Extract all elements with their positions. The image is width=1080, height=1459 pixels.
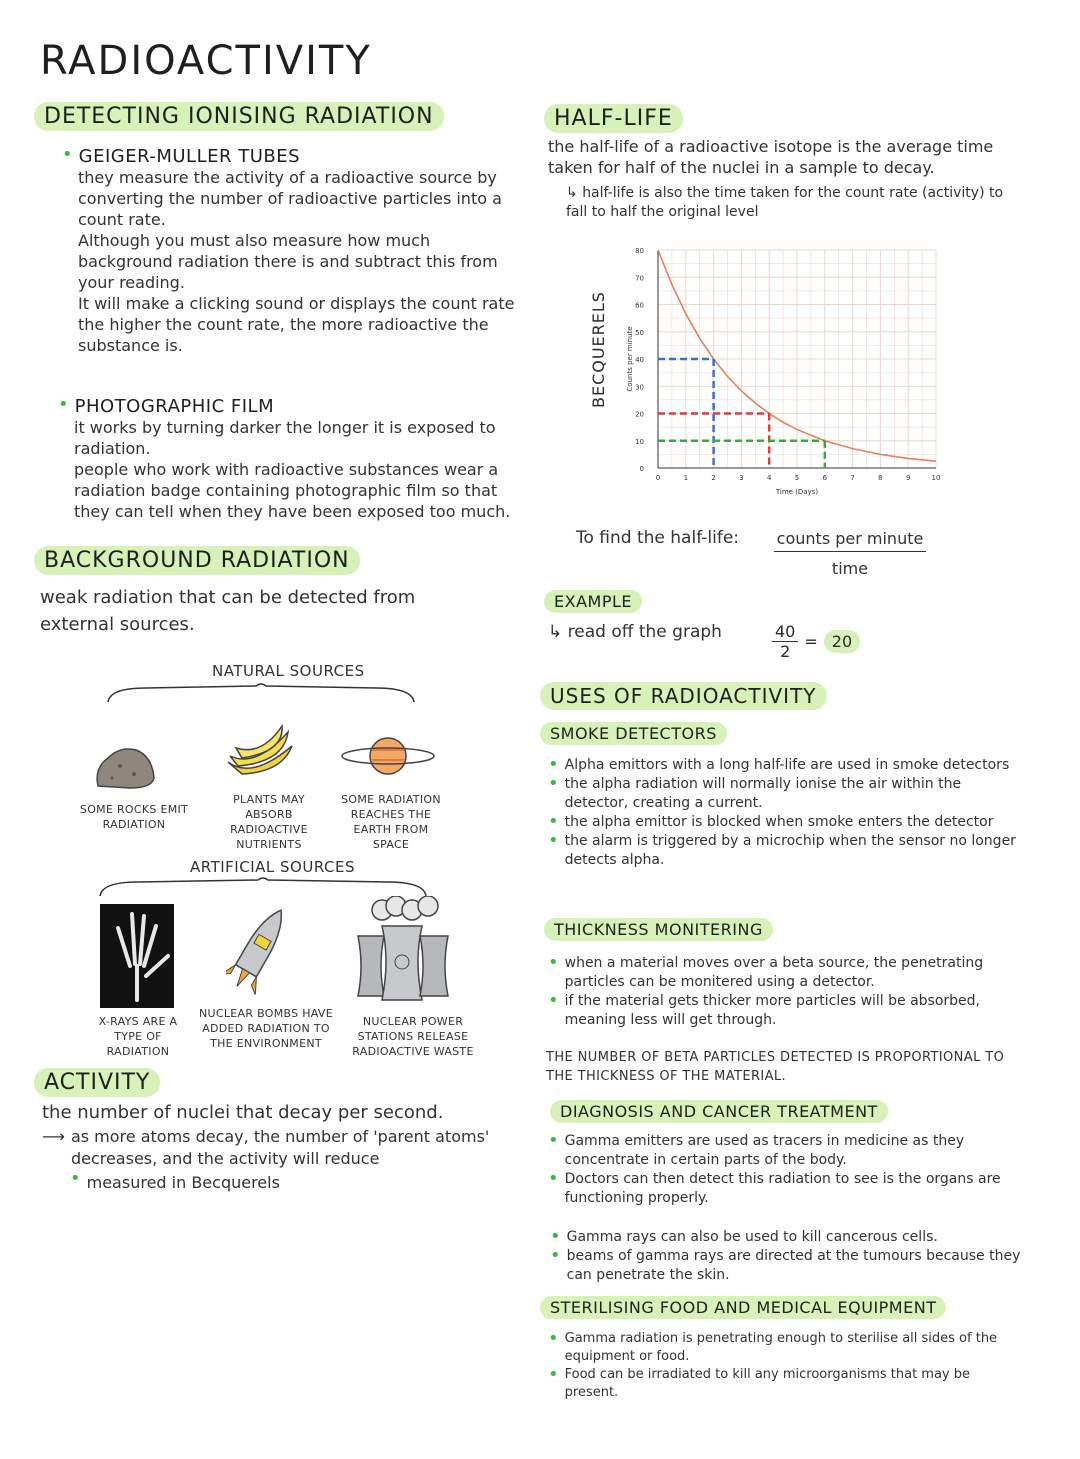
fraction-bottom: time: [831, 559, 869, 578]
natural-caption: SOME RADIATION REACHES THE EARTH FROM SPACE: [341, 793, 441, 851]
film-line: people who work with radioactive substances wear a radiation badge containing photographic film so that they can tell when they have been exposed too much.: [74, 460, 511, 521]
halflife-fraction: [774, 528, 926, 579]
x-tick-label: 0: [655, 474, 661, 482]
x-tick-label: 5: [794, 474, 800, 482]
activity-definition: the number of nuclei that decay per second.: [42, 1102, 444, 1123]
diagnosis-bullet: Doctors can then detect this radiation to see is the organs are functioning properly.: [564, 1171, 1001, 1206]
y-tick-label: 50: [635, 328, 644, 337]
geiger-line: Although you must also measure how much background radiation there is and subtract this from your reading.: [78, 231, 498, 292]
activity-arrow-text: as more atoms decay, the number of 'parent atoms' decreases, and the activity will reduce: [70, 1127, 490, 1168]
natural-caption: PLANTS MAY ABSORB RADIOACTIVE NUTRIENTS: [230, 793, 308, 851]
artificial-sources-label: ARTIFICIAL SOURCES: [190, 858, 355, 876]
example-denominator: 2: [780, 642, 791, 661]
natural-caption: SOME ROCKS EMIT RADIATION: [79, 803, 189, 831]
geiger-line: they measure the activity of a radioactive source by converting the number of radioactive particles into a count rate.: [78, 168, 502, 229]
arrow-icon: ↳: [548, 622, 568, 642]
film-line: it works by turning darker the longer it is exposed to radiation.: [74, 418, 496, 458]
x-tick-label: 7: [850, 474, 855, 482]
geiger-line: It will make a clicking sound or displays the count rate: [78, 294, 515, 313]
planet-icon: [338, 732, 438, 780]
x-tick-label: 9: [905, 474, 911, 482]
y-tick-label: 80: [635, 247, 644, 255]
activity-heading: ACTIVITY: [34, 1068, 160, 1097]
natural-brace: [106, 682, 416, 706]
thickness-list: • when a material moves over a beta source, the penetrating particles can be monitered using a detector. • if the material gets thicker more particles will be absorbed, meaning less will get through.: [548, 954, 1038, 1030]
halflife-definition: the half-life of a radioactive isotope is the average time taken for half of the nuclei in a sample to decay.: [548, 137, 994, 177]
smoke-bullet: Alpha emittors with a long half-life are used in smoke detectors: [564, 757, 1010, 773]
x-tick-label: 10: [931, 474, 941, 482]
sterilising-bullet: Gamma radiation is penetrating enough to sterilise all sides of the equipment or food.: [564, 1331, 998, 1364]
becquerels-label-wrap: [585, 290, 615, 420]
thickness-heading: THICKNESS MONITERING: [544, 918, 773, 941]
x-axis-label: Time (Days): [775, 488, 819, 496]
example-equals: =: [804, 632, 818, 651]
diagnosis-bullet: beams of gamma rays are directed at the tumours because they can penetrate the skin.: [566, 1248, 1021, 1283]
y-tick-label: 40: [635, 356, 644, 364]
sterilising-heading: STERILISING FOOD AND MEDICAL EQUIPMENT: [540, 1296, 946, 1319]
smoke-bullet: the alpha emittor is blocked when smoke enters the detector: [564, 814, 994, 830]
nuclear-bomb-icon: [226, 900, 290, 1000]
smoke-list: • Alpha emittors with a long half-life are used in smoke detectors • the alpha radiation will normally ionise the air within the detector, creating a current. • the alpha emittor is blocked when smoke enters the detector • the alarm is triggered by a microchip when the sensor no longer detects alpha.: [548, 756, 1028, 870]
natural-sources-label: NATURAL SOURCES: [212, 662, 365, 680]
example-equation: [772, 622, 860, 661]
y-tick-label: 20: [635, 410, 644, 419]
bullet-icon: •: [70, 1168, 81, 1189]
y-tick-label: 60: [635, 301, 644, 310]
diagnosis-list-2: • Gamma rays can also be used to kill cancerous cells. • beams of gamma rays are directed at the tumours because they can penetrate the skin.: [550, 1228, 1040, 1285]
example-text: [548, 622, 722, 643]
diagnosis-heading: DIAGNOSIS AND CANCER TREATMENT: [550, 1100, 888, 1123]
example-numerator: 40: [772, 622, 798, 642]
power-station-icon: [352, 896, 456, 1006]
y-tick-label: 0: [639, 465, 644, 473]
detecting-heading: DETECTING IONISING RADIATION: [34, 102, 444, 131]
background-text: weak radiation that can be detected from external sources.: [40, 587, 416, 635]
film-section: [58, 396, 518, 522]
thickness-note: THE NUMBER OF BETA PARTICLES DETECTED IS PROPORTIONAL TO THE THICKNESS OF THE MATERIAL.: [546, 1050, 1005, 1084]
banana-icon: [222, 722, 300, 782]
diagnosis-bullet: Gamma rays can also be used to kill cancerous cells.: [566, 1229, 938, 1245]
smoke-bullet: the alarm is triggered by a microchip when the sensor no longer detects alpha.: [564, 833, 1016, 868]
example-result: 20: [824, 630, 860, 653]
diagnosis-list: • Gamma emitters are used as tracers in medicine as they concentrate in certain parts of the body. • Doctors can then detect this radiation to see is the organs are functioning properly.: [548, 1132, 1038, 1208]
becquerels-label: BECQUERELS: [589, 291, 608, 408]
smoke-heading: SMOKE DETECTORS: [540, 722, 727, 745]
artificial-caption: NUCLEAR BOMBS HAVE ADDED RADIATION TO THE ENVIRONMENT: [198, 1007, 333, 1050]
x-tick-label: 6: [822, 474, 828, 482]
find-halflife-label: To find the half-life:: [576, 528, 740, 548]
bullet-icon: •: [62, 144, 73, 165]
fraction-top: counts per minute: [774, 528, 926, 552]
page-title: RADIOACTIVITY: [40, 38, 372, 84]
y-tick-label: 30: [635, 383, 644, 392]
sterilising-bullet: Food can be irradiated to kill any microorganisms that may be present.: [564, 1367, 971, 1400]
thickness-bullet: if the material gets thicker more particles will be absorbed, meaning less will get through.: [564, 993, 981, 1028]
decay-chart: [620, 240, 950, 504]
y-tick-label: 70: [635, 274, 644, 283]
rock-icon: [90, 738, 160, 792]
y-tick-label: 10: [635, 437, 644, 446]
geiger-section: [62, 146, 522, 356]
artificial-caption: NUCLEAR POWER STATIONS RELEASE RADIOACTIVE WASTE: [352, 1015, 474, 1058]
x-tick-label: 4: [766, 474, 772, 482]
y-axis-label: Counts per minute: [626, 326, 634, 392]
arrow-icon: ↳: [566, 185, 583, 201]
x-tick-label: 3: [739, 474, 744, 482]
halflife-note: [566, 184, 1006, 222]
uses-heading: USES OF RADIOACTIVITY: [540, 682, 827, 710]
sterilising-list: • Gamma radiation is penetrating enough to sterilise all sides of the equipment or food. • Food can be irradiated to kill any microorganisms that may be present.: [548, 1330, 1018, 1402]
background-heading: BACKGROUND RADIATION: [34, 546, 360, 575]
x-tick-label: 2: [711, 474, 716, 482]
halflife-heading: HALF-LIFE: [544, 104, 683, 133]
arrow-icon: ⟶: [42, 1127, 65, 1146]
activity-section: [42, 1100, 512, 1196]
geiger-title: GEIGER-MULLER TUBES: [78, 146, 301, 167]
halflife-note-text: half-life is also the time taken for the count rate (activity) to fall to half the original level: [566, 185, 1004, 220]
xray-hand-icon: [100, 904, 174, 1008]
example-read-text: read off the graph: [567, 622, 722, 642]
thickness-bullet: when a material moves over a beta source, the penetrating particles can be monitered using a detector.: [564, 955, 984, 990]
smoke-bullet: the alpha radiation will normally ionise the air within the detector, creating a current.: [564, 776, 962, 811]
film-title: PHOTOGRAPHIC FILM: [74, 396, 275, 417]
geiger-line: the higher the count rate, the more radioactive the substance is.: [78, 315, 489, 355]
example-heading: EXAMPLE: [544, 590, 642, 613]
x-tick-label: 8: [878, 474, 883, 482]
x-tick-label: 1: [683, 474, 689, 482]
bullet-icon: •: [58, 394, 69, 415]
diagnosis-bullet: Gamma emitters are used as tracers in medicine as they concentrate in certain parts of the body.: [564, 1133, 965, 1168]
activity-bullet: measured in Becquerels: [86, 1173, 280, 1192]
artificial-caption: X-RAYS ARE A TYPE OF RADIATION: [98, 1015, 178, 1058]
